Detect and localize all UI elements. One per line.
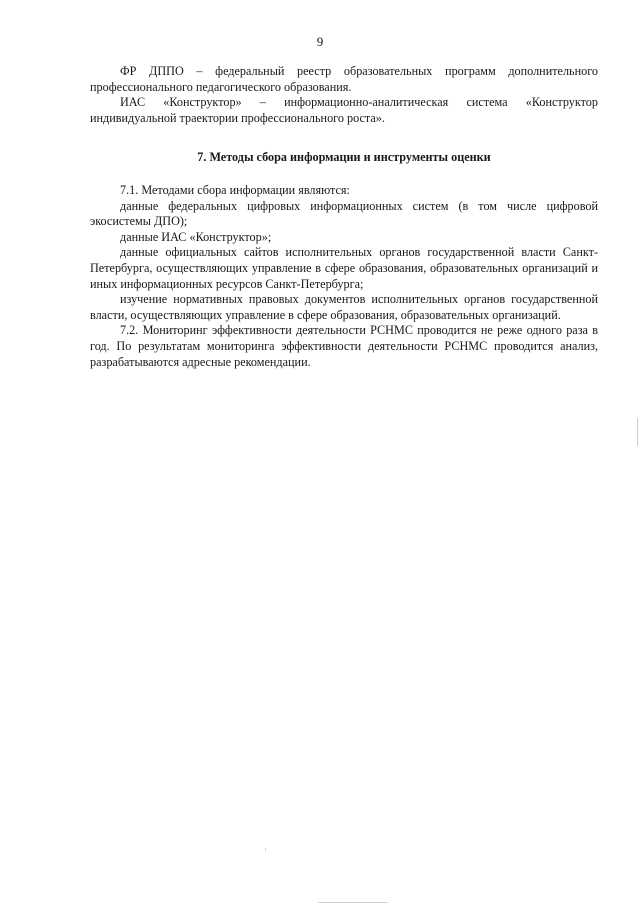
section-paragraph: 7.2. Мониторинг эффективности деятельности РСНМС проводится не реже одного раза в год. По результатам мониторинга эффективности деятельности РСНМС проводится анализ, разрабатываются адресные рекомендации. (90, 323, 598, 369)
section-paragraph: данные федеральных цифровых информационных систем (в том числе цифровой экосистемы ДПО); (90, 198, 598, 229)
section-paragraph: данные ИАС «Конструктор»; (120, 229, 272, 244)
section-paragraph: изучение нормативных правовых документов исполнительных органов государственной власти, осуществляющих управление в сфере образования, образовательных организаций. (90, 292, 598, 322)
definition-fr-dppo: ФР ДППО – федеральный реестр образовательных программ дополнительного профессионального педагогического образования. (90, 64, 598, 94)
document-body (90, 64, 598, 370)
definition-ias-konstruktor: ИАС «Конструктор» – информационно-аналитическая система «Конструктор индивидуальной траектории профессионального роста». (90, 95, 598, 125)
scan-artifact (318, 902, 388, 903)
page-number: 9 (316, 34, 324, 49)
section-paragraph: 7.1. Методами сбора информации являются: (120, 182, 350, 197)
scan-artifact (265, 848, 266, 851)
section-paragraph: данные официальных сайтов исполнительных органов государственной власти Санкт-Петербурга, осуществляющих управление в сфере образования, образовательных организаций и иных информационных ресурсов Санкт-Петербурга; (90, 245, 598, 291)
scan-artifact (637, 418, 638, 446)
section-heading: 7. Методы сбора информации и инструменты оценки (197, 150, 491, 165)
